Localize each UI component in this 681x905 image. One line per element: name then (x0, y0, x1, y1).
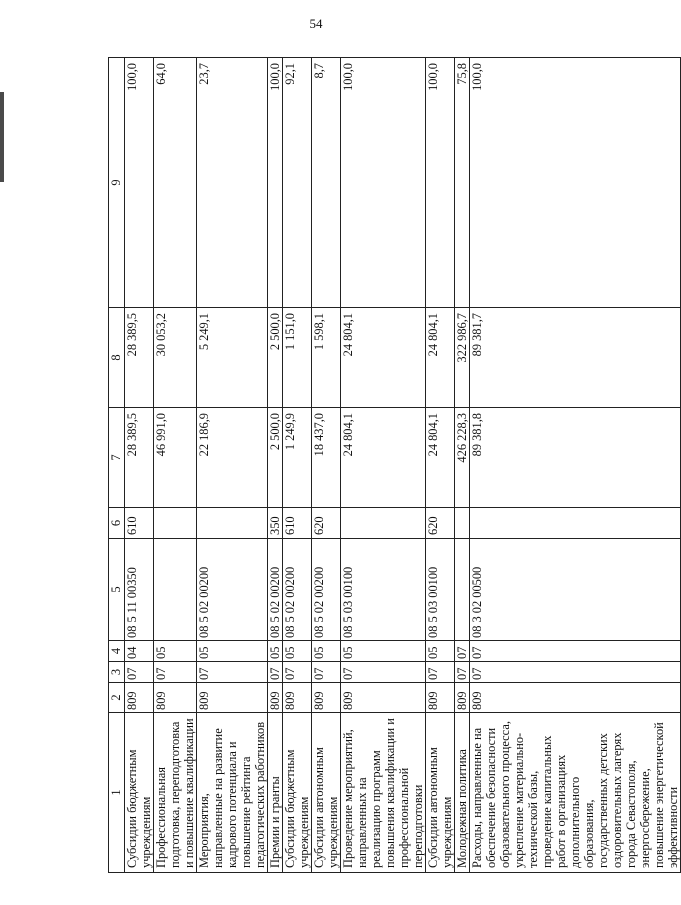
ministry-code: 809 (312, 683, 341, 713)
subsection-code: 05 (268, 641, 283, 662)
section-code: 07 (125, 662, 154, 683)
expense-type-code: 620 (312, 508, 341, 539)
section-code: 07 (470, 662, 681, 683)
section-code: 07 (312, 662, 341, 683)
planned-amount: 24 804,1 (341, 408, 426, 508)
rotated-table-container (108, 58, 680, 873)
planned-amount: 426 228,3 (455, 408, 470, 508)
budget-table-frame (108, 58, 680, 873)
ministry-code: 809 (197, 683, 268, 713)
target-article-code: 08 5 03 00100 (341, 539, 426, 641)
execution-percent: 100,0 (470, 58, 681, 308)
subsection-code: 05 (154, 641, 197, 662)
execution-percent: 8,7 (312, 58, 341, 308)
expense-name: Профессиональная подготовка, переподготовка и повышение квалификации (154, 713, 197, 873)
actual-amount: 28 389,5 (125, 308, 154, 408)
target-article-code: 08 3 02 00500 (470, 539, 681, 641)
section-code: 07 (341, 662, 426, 683)
subsection-code: 05 (312, 641, 341, 662)
actual-amount: 2 500,0 (268, 308, 283, 408)
planned-amount: 28 389,5 (125, 408, 154, 508)
page-number: 54 (309, 16, 323, 31)
subsection-code: 07 (455, 641, 470, 662)
table-row (283, 58, 312, 873)
expense-name: Субсидии автономным учреждениям (426, 713, 455, 873)
expense-type-code: 350 (268, 508, 283, 539)
subsection-code: 05 (341, 641, 426, 662)
execution-percent: 75,8 (455, 58, 470, 308)
target-article-code (154, 539, 197, 641)
table-row (197, 58, 268, 873)
ministry-code: 809 (341, 683, 426, 713)
planned-amount: 2 500,0 (268, 408, 283, 508)
target-article-code (455, 539, 470, 641)
subsection-code: 05 (197, 641, 268, 662)
expense-type-code: 610 (283, 508, 312, 539)
section-code: 07 (283, 662, 312, 683)
subsection-code: 05 (283, 641, 312, 662)
column-header: 5 (109, 539, 125, 641)
column-header: 9 (109, 58, 125, 308)
actual-amount: 24 804,1 (426, 308, 455, 408)
table-row (341, 58, 426, 873)
execution-percent: 100,0 (125, 58, 154, 308)
section-code: 07 (426, 662, 455, 683)
ministry-code: 809 (154, 683, 197, 713)
table-row (268, 58, 283, 873)
budget-table (108, 57, 681, 873)
expense-type-code (341, 508, 426, 539)
actual-amount: 30 053,2 (154, 308, 197, 408)
expense-name: Субсидии автономным учреждениям (312, 713, 341, 873)
subsection-code: 07 (470, 641, 681, 662)
ministry-code: 809 (283, 683, 312, 713)
column-header: 8 (109, 308, 125, 408)
actual-amount: 322 986,7 (455, 308, 470, 408)
planned-amount: 1 249,9 (283, 408, 312, 508)
column-header: 3 (109, 662, 125, 683)
actual-amount: 1 151,0 (283, 308, 312, 408)
planned-amount: 46 991,0 (154, 408, 197, 508)
execution-percent: 92,1 (283, 58, 312, 308)
scan-edge-mark (0, 92, 4, 182)
expense-name: Расходы, направленные на обеспечение безопасности образовательного процесса, укрепление материально-технической базы, проведение капитальных работ в организациях дополнительного образования, государственных детских оздоровительных лагерях города Севастополя, энергосбережение, повышение энергетической эффективности (470, 713, 681, 873)
table-row (455, 58, 470, 873)
table-row (125, 58, 154, 873)
ministry-code: 809 (268, 683, 283, 713)
expense-type-code (470, 508, 681, 539)
target-article-code: 08 5 11 00350 (125, 539, 154, 641)
execution-percent: 100,0 (426, 58, 455, 308)
expense-name: Субсидии бюджетным учреждениям (125, 713, 154, 873)
table-row (312, 58, 341, 873)
actual-amount: 89 381,7 (470, 308, 681, 408)
subsection-code: 04 (125, 641, 154, 662)
planned-amount: 22 186,9 (197, 408, 268, 508)
section-code: 07 (268, 662, 283, 683)
column-header: 7 (109, 408, 125, 508)
subsection-code: 05 (426, 641, 455, 662)
planned-amount: 18 437,0 (312, 408, 341, 508)
expense-name: Проведение мероприятий, направленных на реализацию программ повышения квалификации и профессиональной переподготовки (341, 713, 426, 873)
actual-amount: 5 249,1 (197, 308, 268, 408)
execution-percent: 23,7 (197, 58, 268, 308)
expense-name: Премии и гранты (268, 713, 283, 873)
ministry-code: 809 (426, 683, 455, 713)
expense-name: Мероприятия, направленные на развитие кадрового потенциала и повышение рейтинга педагогических работников (197, 713, 268, 873)
target-article-code: 08 5 03 00100 (426, 539, 455, 641)
actual-amount: 24 804,1 (341, 308, 426, 408)
planned-amount: 89 381,8 (470, 408, 681, 508)
target-article-code: 08 5 02 00200 (268, 539, 283, 641)
target-article-code: 08 5 02 00200 (312, 539, 341, 641)
column-header: 1 (109, 713, 125, 873)
expense-type-code (455, 508, 470, 539)
expense-type-code: 620 (426, 508, 455, 539)
planned-amount: 24 804,1 (426, 408, 455, 508)
target-article-code: 08 5 02 00200 (197, 539, 268, 641)
actual-amount: 1 598,1 (312, 308, 341, 408)
execution-percent: 100,0 (341, 58, 426, 308)
table-header-row (109, 58, 125, 873)
expense-name: Субсидии бюджетным учреждениям (283, 713, 312, 873)
ministry-code: 809 (470, 683, 681, 713)
column-header: 6 (109, 508, 125, 539)
expense-type-code (197, 508, 268, 539)
section-code: 07 (154, 662, 197, 683)
section-code: 07 (197, 662, 268, 683)
ministry-code: 809 (125, 683, 154, 713)
section-code: 07 (455, 662, 470, 683)
table-row (426, 58, 455, 873)
column-header: 2 (109, 683, 125, 713)
ministry-code: 809 (455, 683, 470, 713)
execution-percent: 100,0 (268, 58, 283, 308)
column-header: 4 (109, 641, 125, 662)
target-article-code: 08 5 02 00200 (283, 539, 312, 641)
table-row (154, 58, 197, 873)
execution-percent: 64,0 (154, 58, 197, 308)
expense-type-code (154, 508, 197, 539)
expense-name: Молодежная политика (455, 713, 470, 873)
table-row (470, 58, 681, 873)
expense-type-code: 610 (125, 508, 154, 539)
